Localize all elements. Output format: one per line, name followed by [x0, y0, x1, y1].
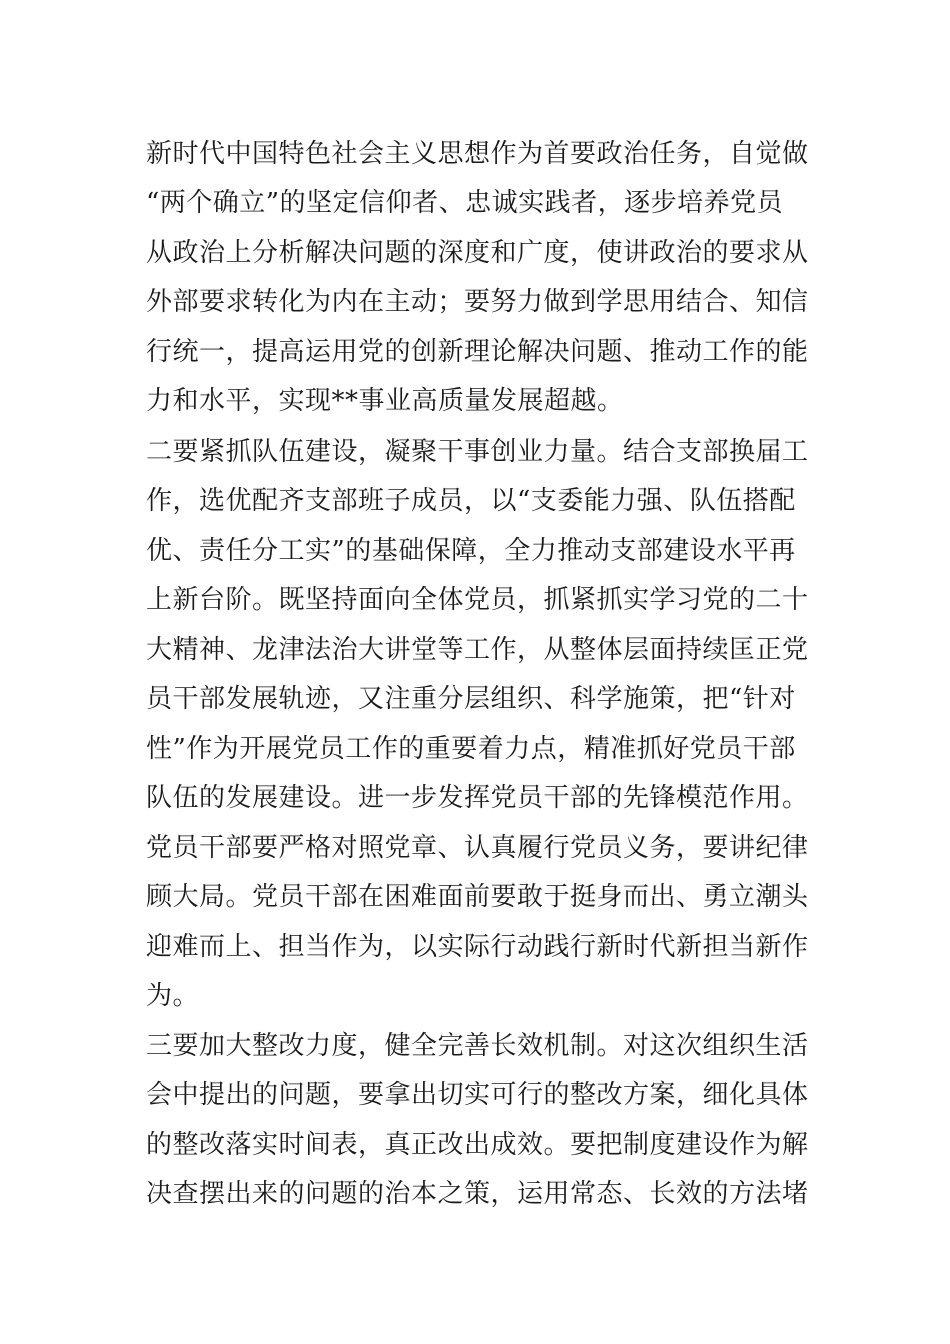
text-line: 从政治上分析解决问题的深度和广度，使讲政治的要求从	[146, 238, 809, 268]
text-line: 大精神、龙津法治大讲堂等工作，从整体层面持续匡正党	[146, 635, 809, 665]
paragraph-2-start-line: 二要紧抓队伍建设，凝聚干事创业力量。结合支部换届工	[146, 437, 809, 467]
text-line: 性”作为开展党员工作的重要着力点，精准抓好党员干部	[146, 734, 796, 764]
text-line: “两个确立”的坚定信仰者、忠诚实践者，逐步培养党员	[146, 188, 784, 218]
text-line: 队伍的发展建设。进一步发挥党员干部的先锋模范作用。	[146, 783, 809, 813]
text-line: 迎难而上、担当作为，以实际行动践行新时代新担当新作	[146, 932, 809, 962]
text-line: 新时代中国特色社会主义思想作为首要政治任务，自觉做	[146, 139, 809, 169]
text-line: 为。	[146, 981, 200, 1011]
text-line: 的整改落实时间表，真正改出成效。要把制度建设作为解	[146, 1130, 809, 1160]
text-line: 力和水平，实现**事业高质量发展超越。	[146, 386, 624, 416]
text-line: 顾大局。党员干部在困难面前要敢于挺身而出、勇立潮头	[146, 882, 809, 912]
text-line: 外部要求转化为内在主动；要努力做到学思用结合、知信	[146, 287, 809, 317]
text-line: 党员干部要严格对照党章、认真履行党员义务，要讲纪律	[146, 833, 809, 863]
text-line: 上新台阶。既坚持面向全体党员，抓紧抓实学习党的二十	[146, 585, 809, 615]
paragraph-3-start-line: 三要加大整改力度，健全完善长效机制。对这次组织生活	[146, 1031, 809, 1061]
text-line: 行统一，提高运用党的创新理论解决问题、推动工作的能	[146, 337, 809, 367]
text-line: 员干部发展轨迹，又注重分层组织、科学施策，把“针对	[146, 684, 796, 714]
text-line: 优、责任分工实”的基础保障，全力推动支部建设水平再	[146, 536, 796, 566]
text-line: 作，选优配齐支部班子成员，以“支委能力强、队伍搭配	[146, 486, 796, 516]
text-line: 会中提出的问题，要拿出切实可行的整改方案，细化具体	[146, 1080, 809, 1110]
text-line: 决查摆出来的问题的治本之策，运用常态、长效的方法堵	[146, 1179, 809, 1209]
